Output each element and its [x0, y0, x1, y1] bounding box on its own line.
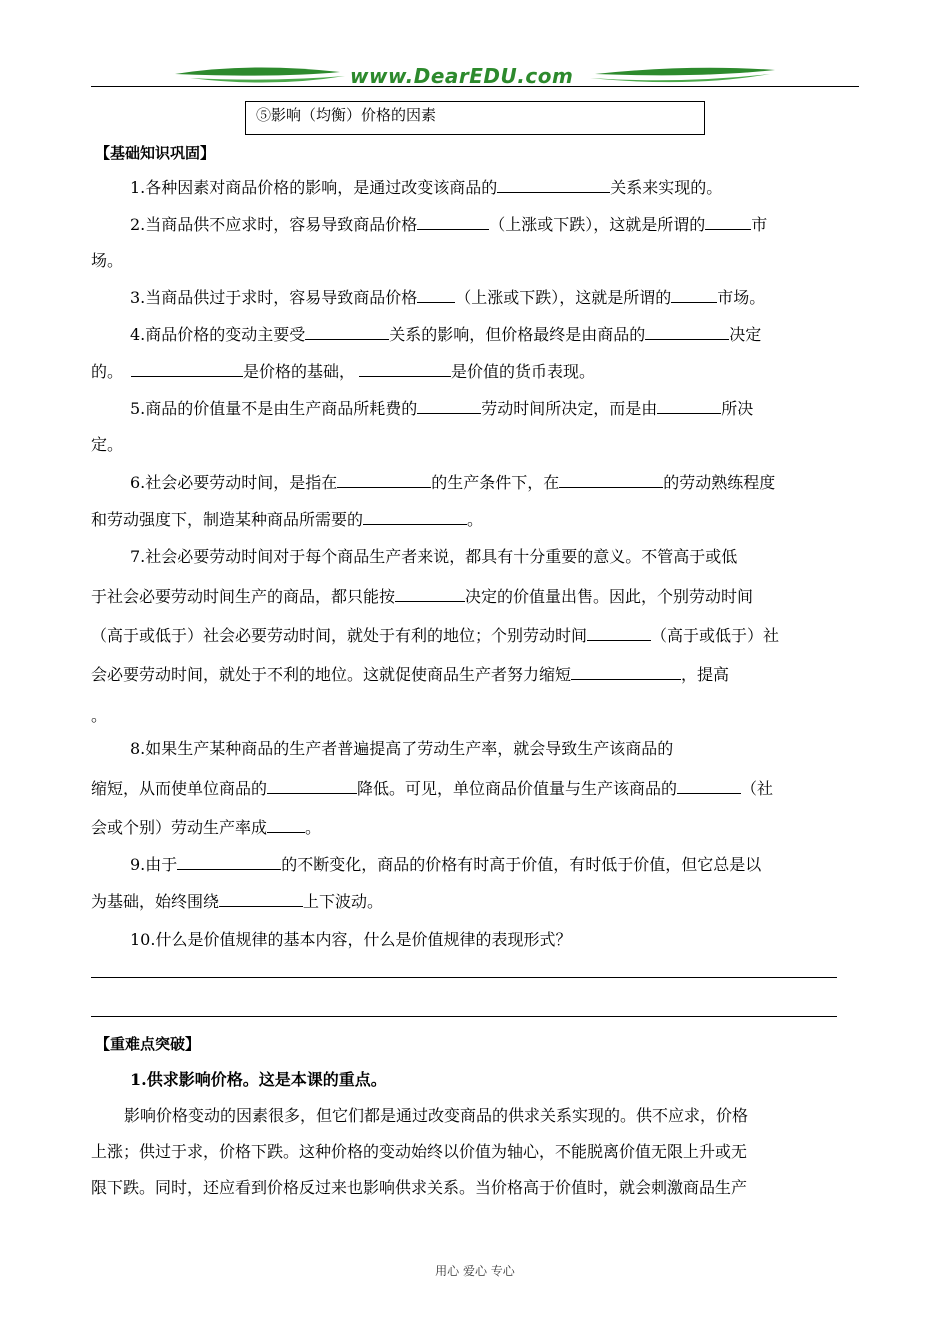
question-6-cont: 和劳动强度下，制造某种商品所需要的 。 [91, 510, 484, 529]
answer-blank[interactable] [363, 508, 467, 525]
answer-blank[interactable] [571, 663, 681, 680]
answer-blank[interactable] [657, 397, 721, 414]
answer-blank[interactable] [705, 213, 751, 230]
page-footer: 用心 爱心 专心 [435, 1264, 515, 1278]
question-6: 6.社会必要劳动时间，是指在 的生产条件下，在 的劳动熟练程度 [130, 473, 776, 492]
answer-blank[interactable] [267, 816, 305, 833]
question-10: 10.什么是价值规律的基本内容，什么是价值规律的表现形式？ [130, 930, 572, 949]
paragraph-line: 影响价格变动的因素很多，但它们都是通过改变商品的供求关系实现的。供不应求，价格 [124, 1106, 749, 1125]
question-4: 4.商品价格的变动主要受 关系的影响，但价格最终是由商品的 决定 [130, 325, 762, 344]
answer-blank[interactable] [395, 585, 465, 602]
paragraph-line: 上涨；供过于求，价格下跌。这种价格的变动始终以价值为轴心，不能脱离价值无限上升或无 [91, 1142, 748, 1161]
question-8-cont2: 会或个别）劳动生产率成 。 [91, 818, 322, 837]
question-3: 3.当商品供过于求时，容易导致商品价格 （上涨或下跌），这就是所谓的 市场。 [130, 288, 766, 307]
section-heading-basic: 【基础知识巩固】 [95, 144, 216, 162]
answer-blank[interactable] [337, 471, 431, 488]
question-7: 7.社会必要劳动时间对于每个商品生产者来说，都具有十分重要的意义。不管高于或低 [130, 547, 738, 566]
question-2: 2.当商品供不应求时，容易导致商品价格 （上涨或下跌），这就是所谓的 市 [130, 215, 768, 234]
answer-blank[interactable] [671, 286, 717, 303]
answer-blank[interactable] [219, 890, 303, 907]
answer-blank[interactable] [645, 323, 729, 340]
logo-text: www.DearEDU.com [350, 64, 574, 88]
lesson-title: ⑤影响（均衡）价格的因素 [245, 101, 705, 135]
question-2-cont: 场。 [91, 251, 124, 270]
answer-blank[interactable] [497, 176, 610, 193]
answer-blank[interactable] [559, 471, 663, 488]
answer-blank[interactable] [587, 624, 651, 641]
section-heading-key-points: 【重难点突破】 [95, 1035, 201, 1053]
answer-line[interactable] [91, 1016, 837, 1017]
question-8: 8.如果生产某种商品的生产者普遍提高了劳动生产率，就会导致生产该商品的 [130, 739, 674, 758]
answer-blank[interactable] [267, 777, 357, 794]
answer-blank[interactable] [305, 323, 389, 340]
question-8-cont1: 缩短，从而使单位商品的 降低。可见，单位商品价值量与生产该商品的 （社 [91, 779, 774, 798]
question-7-cont1: 于社会必要劳动时间生产的商品，都只能按 决定的价值量出售。因此，个别劳动时间 [91, 587, 754, 606]
question-5: 5.商品的价值量不是由生产商品所耗费的 劳动时间所决定，而是由 所决 [130, 399, 754, 418]
answer-line[interactable] [91, 977, 837, 978]
question-7-cont3: 会必要劳动时间，就处于不利的地位。这就促使商品生产者努力缩短 ，提高 [91, 665, 730, 684]
answer-blank[interactable] [417, 397, 481, 414]
paragraph-line: 限下跌。同时，还应看到价格反过来也影响供求关系。当价格高于价值时，就会刺激商品生产 [91, 1178, 748, 1197]
question-5-cont: 定。 [91, 435, 124, 454]
subheading-supply-demand: 1.供求影响价格。这是本课的重点。 [130, 1070, 387, 1089]
answer-blank[interactable] [177, 853, 281, 870]
answer-blank[interactable] [131, 360, 243, 377]
question-4-cont: 的。 是价格的基础， 是价值的货币表现。 [91, 362, 596, 381]
question-1: 1.各种因素对商品价格的影响，是通过改变该商品的 关系来实现的。 [130, 178, 723, 197]
question-7-cont2: （高于或低于）社会必要劳动时间，就处于有利的地位；个别劳动时间 （高于或低于）社 [91, 626, 780, 645]
question-9-cont: 为基础，始终围绕 上下波动。 [91, 892, 384, 911]
question-9: 9.由于 的不断变化，商品的价格有时高于价值，有时低于价值，但它总是以 [130, 855, 762, 874]
answer-blank[interactable] [417, 213, 489, 230]
answer-blank[interactable] [677, 777, 741, 794]
site-logo [170, 60, 780, 90]
answer-blank[interactable] [359, 360, 451, 377]
answer-blank[interactable] [417, 286, 455, 303]
question-7-cont4: 。 [91, 706, 108, 725]
